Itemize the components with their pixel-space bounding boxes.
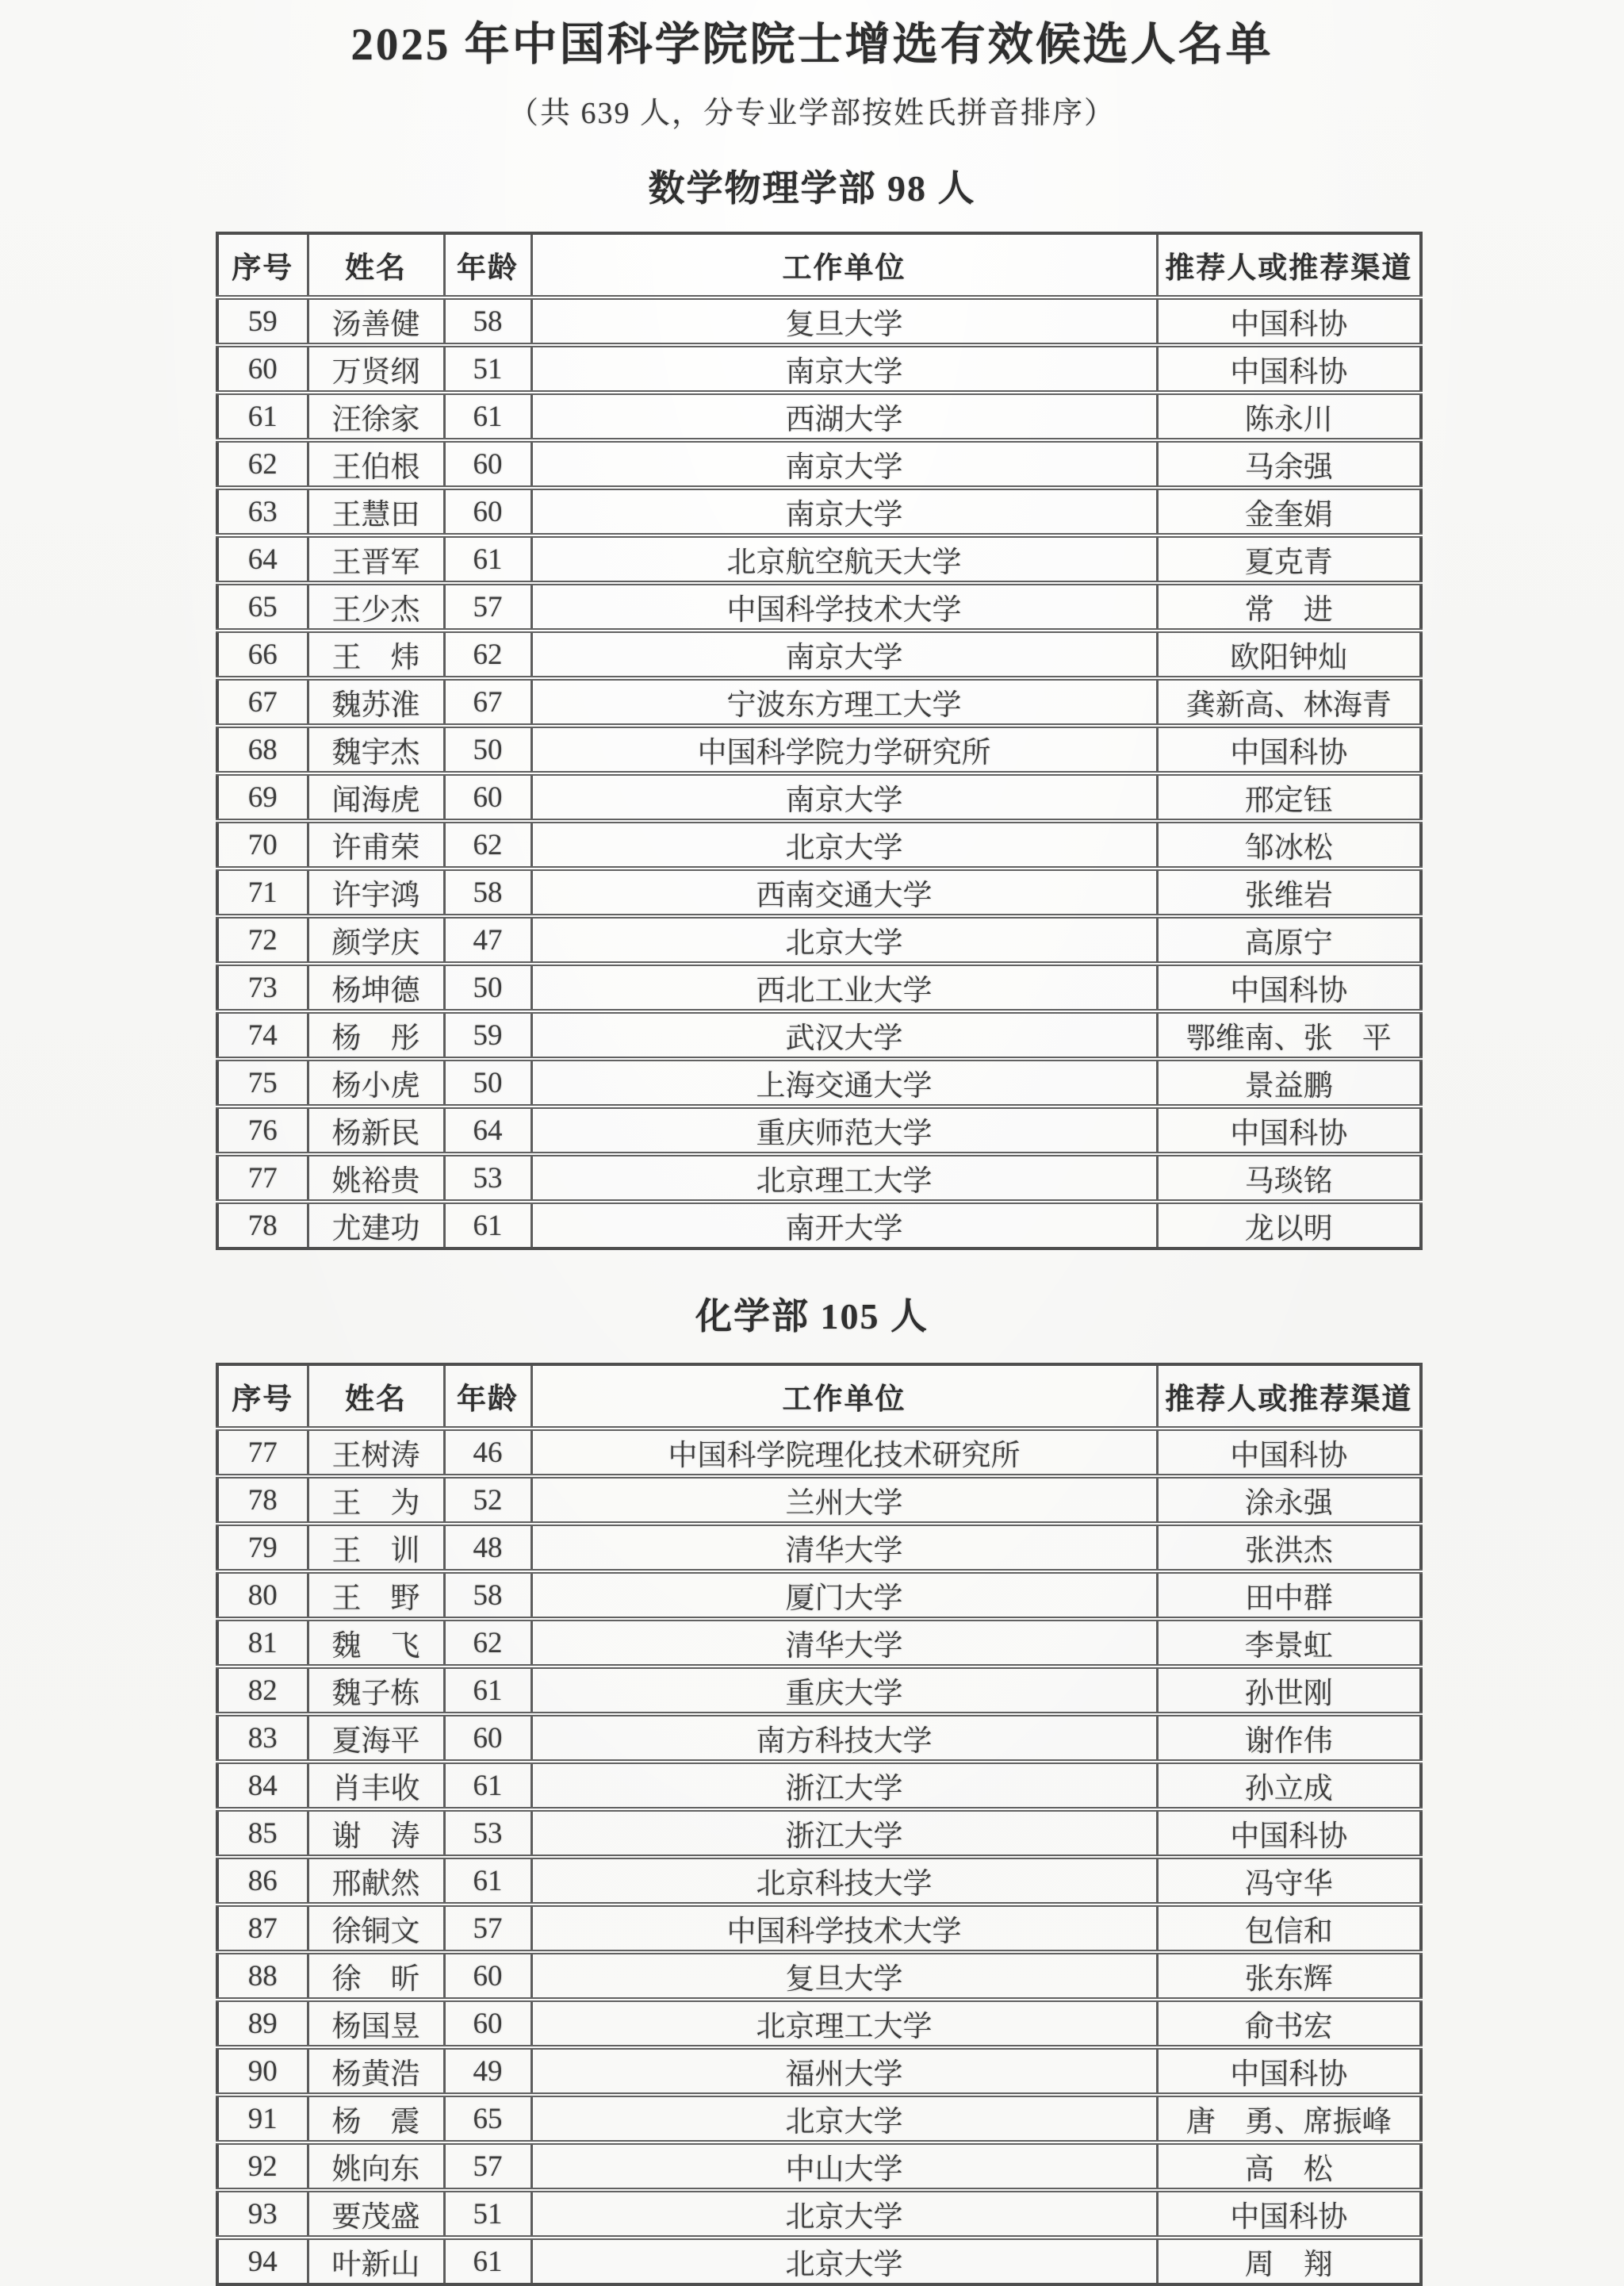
cell-recommender: 龚新高、林海青: [1157, 678, 1421, 726]
cell-employer: 西北工业大学: [531, 964, 1157, 1011]
table-row: [217, 821, 1421, 869]
cell-name: 徐铜文: [308, 1904, 444, 1952]
cell-age: 50: [444, 1059, 531, 1107]
cell-seq: 90: [217, 2047, 308, 2095]
cell-seq: 63: [217, 488, 308, 535]
cell-name: 许甫荣: [308, 821, 444, 869]
cell-employer: 北京理工大学: [531, 1154, 1157, 1202]
table-row: [217, 1667, 1421, 1714]
cell-recommender: 中国科协: [1157, 345, 1421, 393]
cell-name: 魏宇杰: [308, 726, 444, 773]
cell-name: 汤善健: [308, 297, 444, 345]
table-row: [217, 1762, 1421, 1809]
cell-seq: 71: [217, 869, 308, 916]
cell-employer: 南京大学: [531, 773, 1157, 821]
cell-age: 65: [444, 2095, 531, 2142]
cell-age: 59: [444, 1011, 531, 1059]
cell-recommender: 中国科协: [1157, 297, 1421, 345]
cell-recommender: 邢定钰: [1157, 773, 1421, 821]
cell-age: 58: [444, 297, 531, 345]
cell-name: 王 炜: [308, 631, 444, 678]
cell-employer: 北京理工大学: [531, 2000, 1157, 2047]
cell-seq: 66: [217, 631, 308, 678]
cell-age: 51: [444, 2190, 531, 2238]
section-heading-math-physics: 数学物理学部 98 人: [648, 168, 976, 209]
cell-name: 杨新民: [308, 1107, 444, 1154]
cell-name: 尤建功: [308, 1202, 444, 1248]
cell-recommender: 欧阳钟灿: [1157, 631, 1421, 678]
cell-recommender: 周 翔: [1157, 2238, 1421, 2284]
cell-name: 王少杰: [308, 583, 444, 631]
col-header-recommender: 推荐人或推荐渠道: [1157, 1364, 1421, 1429]
cell-name: 王树涛: [308, 1429, 444, 1476]
cell-employer: 西湖大学: [531, 393, 1157, 440]
cell-seq: 65: [217, 583, 308, 631]
cell-age: 48: [444, 1524, 531, 1571]
cell-recommender: 冯守华: [1157, 1857, 1421, 1904]
col-header-seq: 序号: [217, 1364, 308, 1429]
cell-employer: 北京航空航天大学: [531, 535, 1157, 583]
cell-name: 谢 涛: [308, 1809, 444, 1857]
cell-employer: 南开大学: [531, 1202, 1157, 1248]
cell-seq: 81: [217, 1619, 308, 1667]
table-header-row: [217, 233, 1421, 297]
cell-employer: 武汉大学: [531, 1011, 1157, 1059]
cell-seq: 85: [217, 1809, 308, 1857]
cell-recommender: 龙以明: [1157, 1202, 1421, 1248]
cell-recommender: 孙世刚: [1157, 1667, 1421, 1714]
table-row: [217, 1429, 1421, 1476]
candidate-table-chemistry: [216, 1363, 1423, 2286]
cell-recommender: 俞书宏: [1157, 2000, 1421, 2047]
cell-recommender: 陈永川: [1157, 393, 1421, 440]
cell-seq: 61: [217, 393, 308, 440]
col-header-name: 姓名: [308, 233, 444, 297]
table-row: [217, 2000, 1421, 2047]
cell-age: 60: [444, 440, 531, 488]
cell-age: 61: [444, 1202, 531, 1248]
col-header-employer: 工作单位: [531, 233, 1157, 297]
cell-name: 杨 彤: [308, 1011, 444, 1059]
cell-seq: 93: [217, 2190, 308, 2238]
cell-employer: 南京大学: [531, 345, 1157, 393]
cell-age: 60: [444, 773, 531, 821]
cell-age: 58: [444, 869, 531, 916]
col-header-seq: 序号: [217, 233, 308, 297]
candidate-table-math-physics: [216, 232, 1423, 1250]
cell-employer: 中国科学技术大学: [531, 583, 1157, 631]
cell-recommender: 景益鹏: [1157, 1059, 1421, 1107]
cell-age: 61: [444, 1762, 531, 1809]
cell-age: 67: [444, 678, 531, 726]
cell-name: 王慧田: [308, 488, 444, 535]
cell-recommender: 马余强: [1157, 440, 1421, 488]
cell-employer: 中国科学院理化技术研究所: [531, 1429, 1157, 1476]
cell-seq: 88: [217, 1952, 308, 2000]
cell-age: 46: [444, 1429, 531, 1476]
table-row: [217, 345, 1421, 393]
cell-employer: 北京科技大学: [531, 1857, 1157, 1904]
cell-seq: 69: [217, 773, 308, 821]
cell-employer: 复旦大学: [531, 1952, 1157, 2000]
cell-recommender: 田中群: [1157, 1571, 1421, 1619]
table-body-chemistry: [217, 1429, 1421, 2284]
cell-recommender: 中国科协: [1157, 1429, 1421, 1476]
cell-age: 50: [444, 726, 531, 773]
cell-seq: 73: [217, 964, 308, 1011]
cell-name: 王 为: [308, 1476, 444, 1524]
cell-recommender: 中国科协: [1157, 2047, 1421, 2095]
cell-seq: 70: [217, 821, 308, 869]
cell-employer: 南京大学: [531, 631, 1157, 678]
table-row: [217, 297, 1421, 345]
cell-name: 许宇鸿: [308, 869, 444, 916]
cell-recommender: 夏克青: [1157, 535, 1421, 583]
page-title: 2025 年中国科学院院士增选有效候选人名单: [350, 20, 1274, 70]
table-row: [217, 440, 1421, 488]
cell-age: 60: [444, 488, 531, 535]
cell-recommender: 中国科协: [1157, 1809, 1421, 1857]
cell-seq: 79: [217, 1524, 308, 1571]
cell-employer: 北京大学: [531, 2095, 1157, 2142]
cell-employer: 清华大学: [531, 1619, 1157, 1667]
cell-seq: 74: [217, 1011, 308, 1059]
cell-age: 60: [444, 1714, 531, 1762]
cell-employer: 中国科学技术大学: [531, 1904, 1157, 1952]
cell-seq: 64: [217, 535, 308, 583]
cell-age: 62: [444, 821, 531, 869]
cell-recommender: 唐 勇、席振峰: [1157, 2095, 1421, 2142]
cell-employer: 北京大学: [531, 2238, 1157, 2284]
cell-seq: 94: [247, 2245, 278, 2278]
table-row: [217, 535, 1421, 583]
cell-recommender: 张维岩: [1157, 869, 1421, 916]
cell-seq: 60: [217, 345, 308, 393]
cell-employer: 南京大学: [531, 488, 1157, 535]
table-row: [217, 678, 1421, 726]
table-body-math-physics: [217, 297, 1421, 1248]
cell-employer: 浙江大学: [531, 1762, 1157, 1809]
table-row: [217, 1524, 1421, 1571]
cell-employer: 北京大学: [531, 916, 1157, 964]
cell-employer: 浙江大学: [531, 1809, 1157, 1857]
table-row: [217, 2095, 1421, 2142]
cell-seq: 67: [217, 678, 308, 726]
table-row: [217, 1011, 1421, 1059]
cell-recommender: 涂永强: [1157, 1476, 1421, 1524]
cell-seq: 84: [217, 1762, 308, 1809]
col-header-recommender: 推荐人或推荐渠道: [1157, 233, 1421, 297]
cell-seq: 78: [217, 1476, 308, 1524]
cell-age: 52: [444, 1476, 531, 1524]
cell-name: 颜学庆: [308, 916, 444, 964]
cell-name: 要茂盛: [308, 2190, 444, 2238]
table-row: [217, 2238, 1421, 2284]
section-math-physics: [0, 167, 1624, 1250]
cell-employer: 福州大学: [531, 2047, 1157, 2095]
cell-seq: 59: [217, 297, 308, 345]
cell-recommender: 常 进: [1157, 583, 1421, 631]
table-row: [217, 2190, 1421, 2238]
table-row: [217, 1952, 1421, 2000]
table-row: [217, 726, 1421, 773]
cell-name: 闻海虎: [308, 773, 444, 821]
table-row: [217, 773, 1421, 821]
cell-recommender: 张洪杰: [1157, 1524, 1421, 1571]
cell-name: 杨坤德: [308, 964, 444, 1011]
cell-employer: 南方科技大学: [531, 1714, 1157, 1762]
section-chemistry: [0, 1295, 1624, 2286]
cell-name: 肖丰收: [308, 1762, 444, 1809]
cell-seq: 89: [217, 2000, 308, 2047]
table-row: [217, 488, 1421, 535]
cell-recommender: 金奎娟: [1157, 488, 1421, 535]
cell-age: 60: [444, 1952, 531, 2000]
cell-name: 姚向东: [308, 2142, 444, 2190]
cell-seq: 77: [217, 1429, 308, 1476]
cell-seq: 82: [217, 1667, 308, 1714]
cell-employer: 清华大学: [531, 1524, 1157, 1571]
cell-seq: 76: [217, 1107, 308, 1154]
cell-recommender: 中国科协: [1157, 1107, 1421, 1154]
cell-name: 魏子栋: [308, 1667, 444, 1714]
col-header-employer: 工作单位: [531, 1364, 1157, 1429]
cell-employer: 中国科学院力学研究所: [531, 726, 1157, 773]
cell-age: 57: [444, 583, 531, 631]
cell-seq: 78: [247, 1209, 278, 1242]
cell-name: 王 训: [308, 1524, 444, 1571]
cell-name: 王晋军: [308, 535, 444, 583]
table-row: [217, 1714, 1421, 1762]
cell-age: 64: [444, 1107, 531, 1154]
cell-age: 61: [444, 535, 531, 583]
cell-seq: 62: [217, 440, 308, 488]
cell-recommender: 李景虹: [1157, 1619, 1421, 1667]
cell-recommender: 马琰铭: [1157, 1154, 1421, 1202]
cell-recommender: 中国科协: [1157, 726, 1421, 773]
cell-seq: 68: [217, 726, 308, 773]
table-row: [217, 1619, 1421, 1667]
table-row: [217, 1904, 1421, 1952]
cell-recommender: 谢作伟: [1157, 1714, 1421, 1762]
cell-age: 61: [444, 1667, 531, 1714]
cell-age: 47: [444, 916, 531, 964]
cell-name: 叶新山: [308, 2238, 444, 2284]
table-row: [217, 1154, 1421, 1202]
cell-recommender: 鄂维南、张 平: [1157, 1011, 1421, 1059]
table-row: [217, 964, 1421, 1011]
cell-age: 61: [444, 393, 531, 440]
cell-age: 50: [444, 964, 531, 1011]
cell-employer: 中山大学: [531, 2142, 1157, 2190]
cell-recommender: 张东辉: [1157, 1952, 1421, 2000]
cell-employer: 复旦大学: [531, 297, 1157, 345]
cell-employer: 上海交通大学: [531, 1059, 1157, 1107]
table-row: [217, 1809, 1421, 1857]
cell-name: 魏苏淮: [308, 678, 444, 726]
table-row: [217, 2142, 1421, 2190]
cell-seq: 92: [217, 2142, 308, 2190]
table-row: [217, 393, 1421, 440]
cell-name: 魏 飞: [308, 1619, 444, 1667]
table-row: [217, 1202, 1421, 1248]
table-row: [217, 1107, 1421, 1154]
table-row: [217, 583, 1421, 631]
cell-seq: 72: [217, 916, 308, 964]
page-subtitle: （共 639 人，分专业学部按姓氏拼音排序）: [508, 97, 1116, 130]
cell-age: 57: [444, 1904, 531, 1952]
cell-age: 60: [444, 2000, 531, 2047]
cell-name: 杨黄浩: [308, 2047, 444, 2095]
cell-name: 徐 昕: [308, 1952, 444, 2000]
cell-age: 62: [444, 631, 531, 678]
cell-seq: 80: [217, 1571, 308, 1619]
cell-seq: 77: [217, 1154, 308, 1202]
table-header-row: [217, 1364, 1421, 1429]
cell-recommender: 包信和: [1157, 1904, 1421, 1952]
col-header-age: 年龄: [444, 233, 531, 297]
cell-seq: 75: [217, 1059, 308, 1107]
cell-seq: 91: [217, 2095, 308, 2142]
cell-age: 53: [444, 1809, 531, 1857]
cell-employer: 重庆师范大学: [531, 1107, 1157, 1154]
cell-age: 49: [444, 2047, 531, 2095]
table-row: [217, 1059, 1421, 1107]
cell-recommender: 邹冰松: [1157, 821, 1421, 869]
cell-age: 57: [444, 2142, 531, 2190]
cell-age: 58: [444, 1571, 531, 1619]
cell-name: 姚裕贵: [308, 1154, 444, 1202]
cell-seq: 83: [217, 1714, 308, 1762]
col-header-age: 年龄: [444, 1364, 531, 1429]
table-row: [217, 1857, 1421, 1904]
cell-age: 51: [444, 345, 531, 393]
cell-employer: 重庆大学: [531, 1667, 1157, 1714]
cell-name: 汪徐家: [308, 393, 444, 440]
cell-recommender: 中国科协: [1157, 964, 1421, 1011]
cell-employer: 兰州大学: [531, 1476, 1157, 1524]
cell-name: 万贤纲: [308, 345, 444, 393]
section-heading-chemistry: 化学部 105 人: [695, 1296, 929, 1337]
cell-employer: 北京大学: [531, 821, 1157, 869]
table-row: [217, 869, 1421, 916]
cell-recommender: 高 松: [1157, 2142, 1421, 2190]
cell-employer: 北京大学: [531, 2190, 1157, 2238]
cell-age: 62: [444, 1619, 531, 1667]
cell-recommender: 高原宁: [1157, 916, 1421, 964]
cell-name: 杨国昱: [308, 2000, 444, 2047]
cell-name: 杨 震: [308, 2095, 444, 2142]
table-row: [217, 1571, 1421, 1619]
cell-recommender: 孙立成: [1157, 1762, 1421, 1809]
cell-age: 61: [444, 1857, 531, 1904]
cell-age: 53: [444, 1154, 531, 1202]
table-row: [217, 916, 1421, 964]
table-row: [217, 2047, 1421, 2095]
cell-employer: 厦门大学: [531, 1571, 1157, 1619]
cell-seq: 87: [217, 1904, 308, 1952]
cell-seq: 86: [217, 1857, 308, 1904]
cell-age: 61: [444, 2238, 531, 2284]
col-header-name: 姓名: [308, 1364, 444, 1429]
cell-name: 夏海平: [308, 1714, 444, 1762]
cell-recommender: 中国科协: [1157, 2190, 1421, 2238]
cell-name: 邢献然: [308, 1857, 444, 1904]
cell-employer: 南京大学: [531, 440, 1157, 488]
table-row: [217, 1476, 1421, 1524]
cell-employer: 宁波东方理工大学: [531, 678, 1157, 726]
cell-name: 王 野: [308, 1571, 444, 1619]
table-row: [217, 631, 1421, 678]
cell-name: 王伯根: [308, 440, 444, 488]
cell-employer: 西南交通大学: [531, 869, 1157, 916]
cell-name: 杨小虎: [308, 1059, 444, 1107]
